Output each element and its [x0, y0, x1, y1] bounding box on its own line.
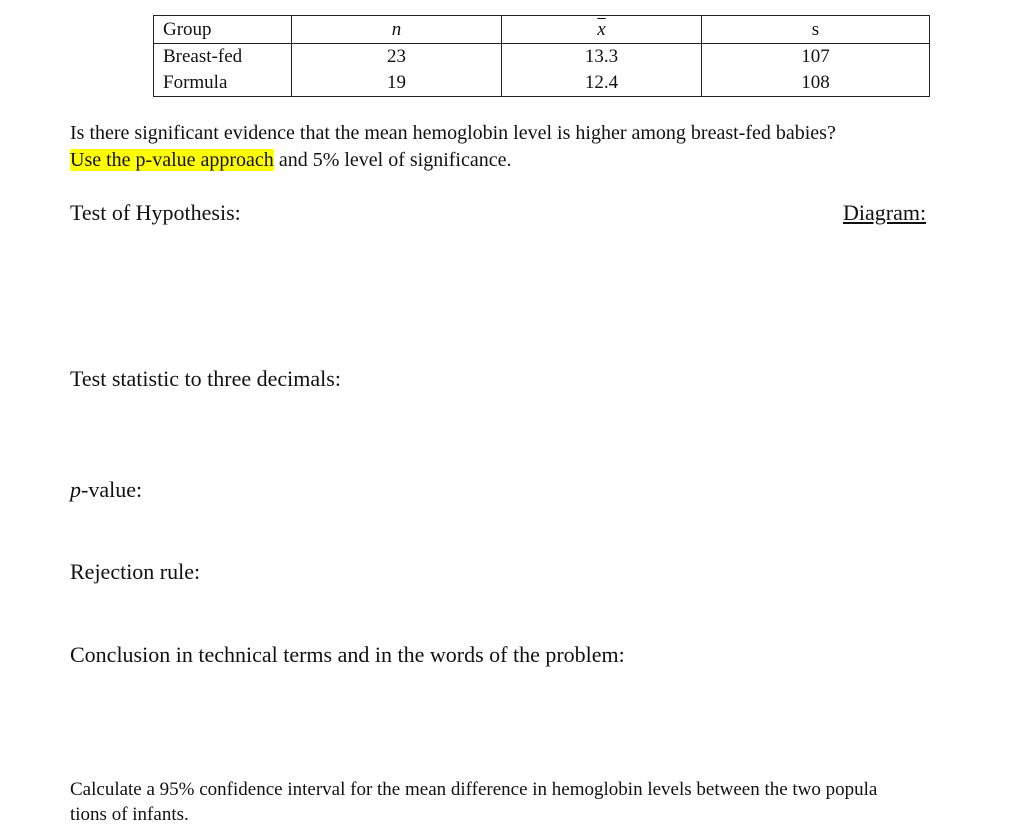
summary-table [153, 15, 930, 97]
diagram-label: Diagram: [843, 200, 927, 225]
table-cell: 12.4 [502, 70, 702, 97]
question-line-2 [70, 149, 1030, 172]
table-row [154, 44, 930, 71]
test-of-hypothesis-label: Test of Hypothesis: [70, 200, 241, 225]
xbar-symbol: x [597, 18, 606, 40]
question-line-1: Is there significant evidence that the mean hemoglobin level is higher among breast-fed babies? [70, 122, 836, 144]
table-cell: 19 [292, 70, 502, 97]
table-cell: 13.3 [502, 44, 702, 71]
table-header-row [154, 16, 930, 44]
table-cell: Breast-fed [154, 44, 292, 71]
rejection-rule-label: Rejection rule: [70, 559, 201, 584]
header-n: n [292, 16, 502, 44]
table-row [154, 70, 930, 97]
table-cell: 23 [292, 44, 502, 71]
table-cell: Formula [154, 70, 292, 97]
instruction-rest: and 5% level of significance. [273, 149, 512, 171]
header-xbar [502, 16, 702, 44]
header-group: Group [154, 16, 292, 44]
p-value-label: p-value: [70, 477, 143, 502]
table-cell: 107 [702, 44, 930, 71]
highlighted-instruction: Use the p-value approach [70, 149, 274, 171]
confidence-interval-line-1: Calculate a 95% confidence interval for the mean difference in hemoglobin levels between the two popula [70, 779, 878, 800]
header-s: s [702, 16, 930, 44]
conclusion-label: Conclusion in technical terms and in the words of the problem: [70, 642, 625, 667]
confidence-interval-line-2: tions of infants. [70, 804, 189, 825]
test-statistic-label: Test statistic to three decimals: [70, 366, 341, 391]
table-cell: 108 [702, 70, 930, 97]
